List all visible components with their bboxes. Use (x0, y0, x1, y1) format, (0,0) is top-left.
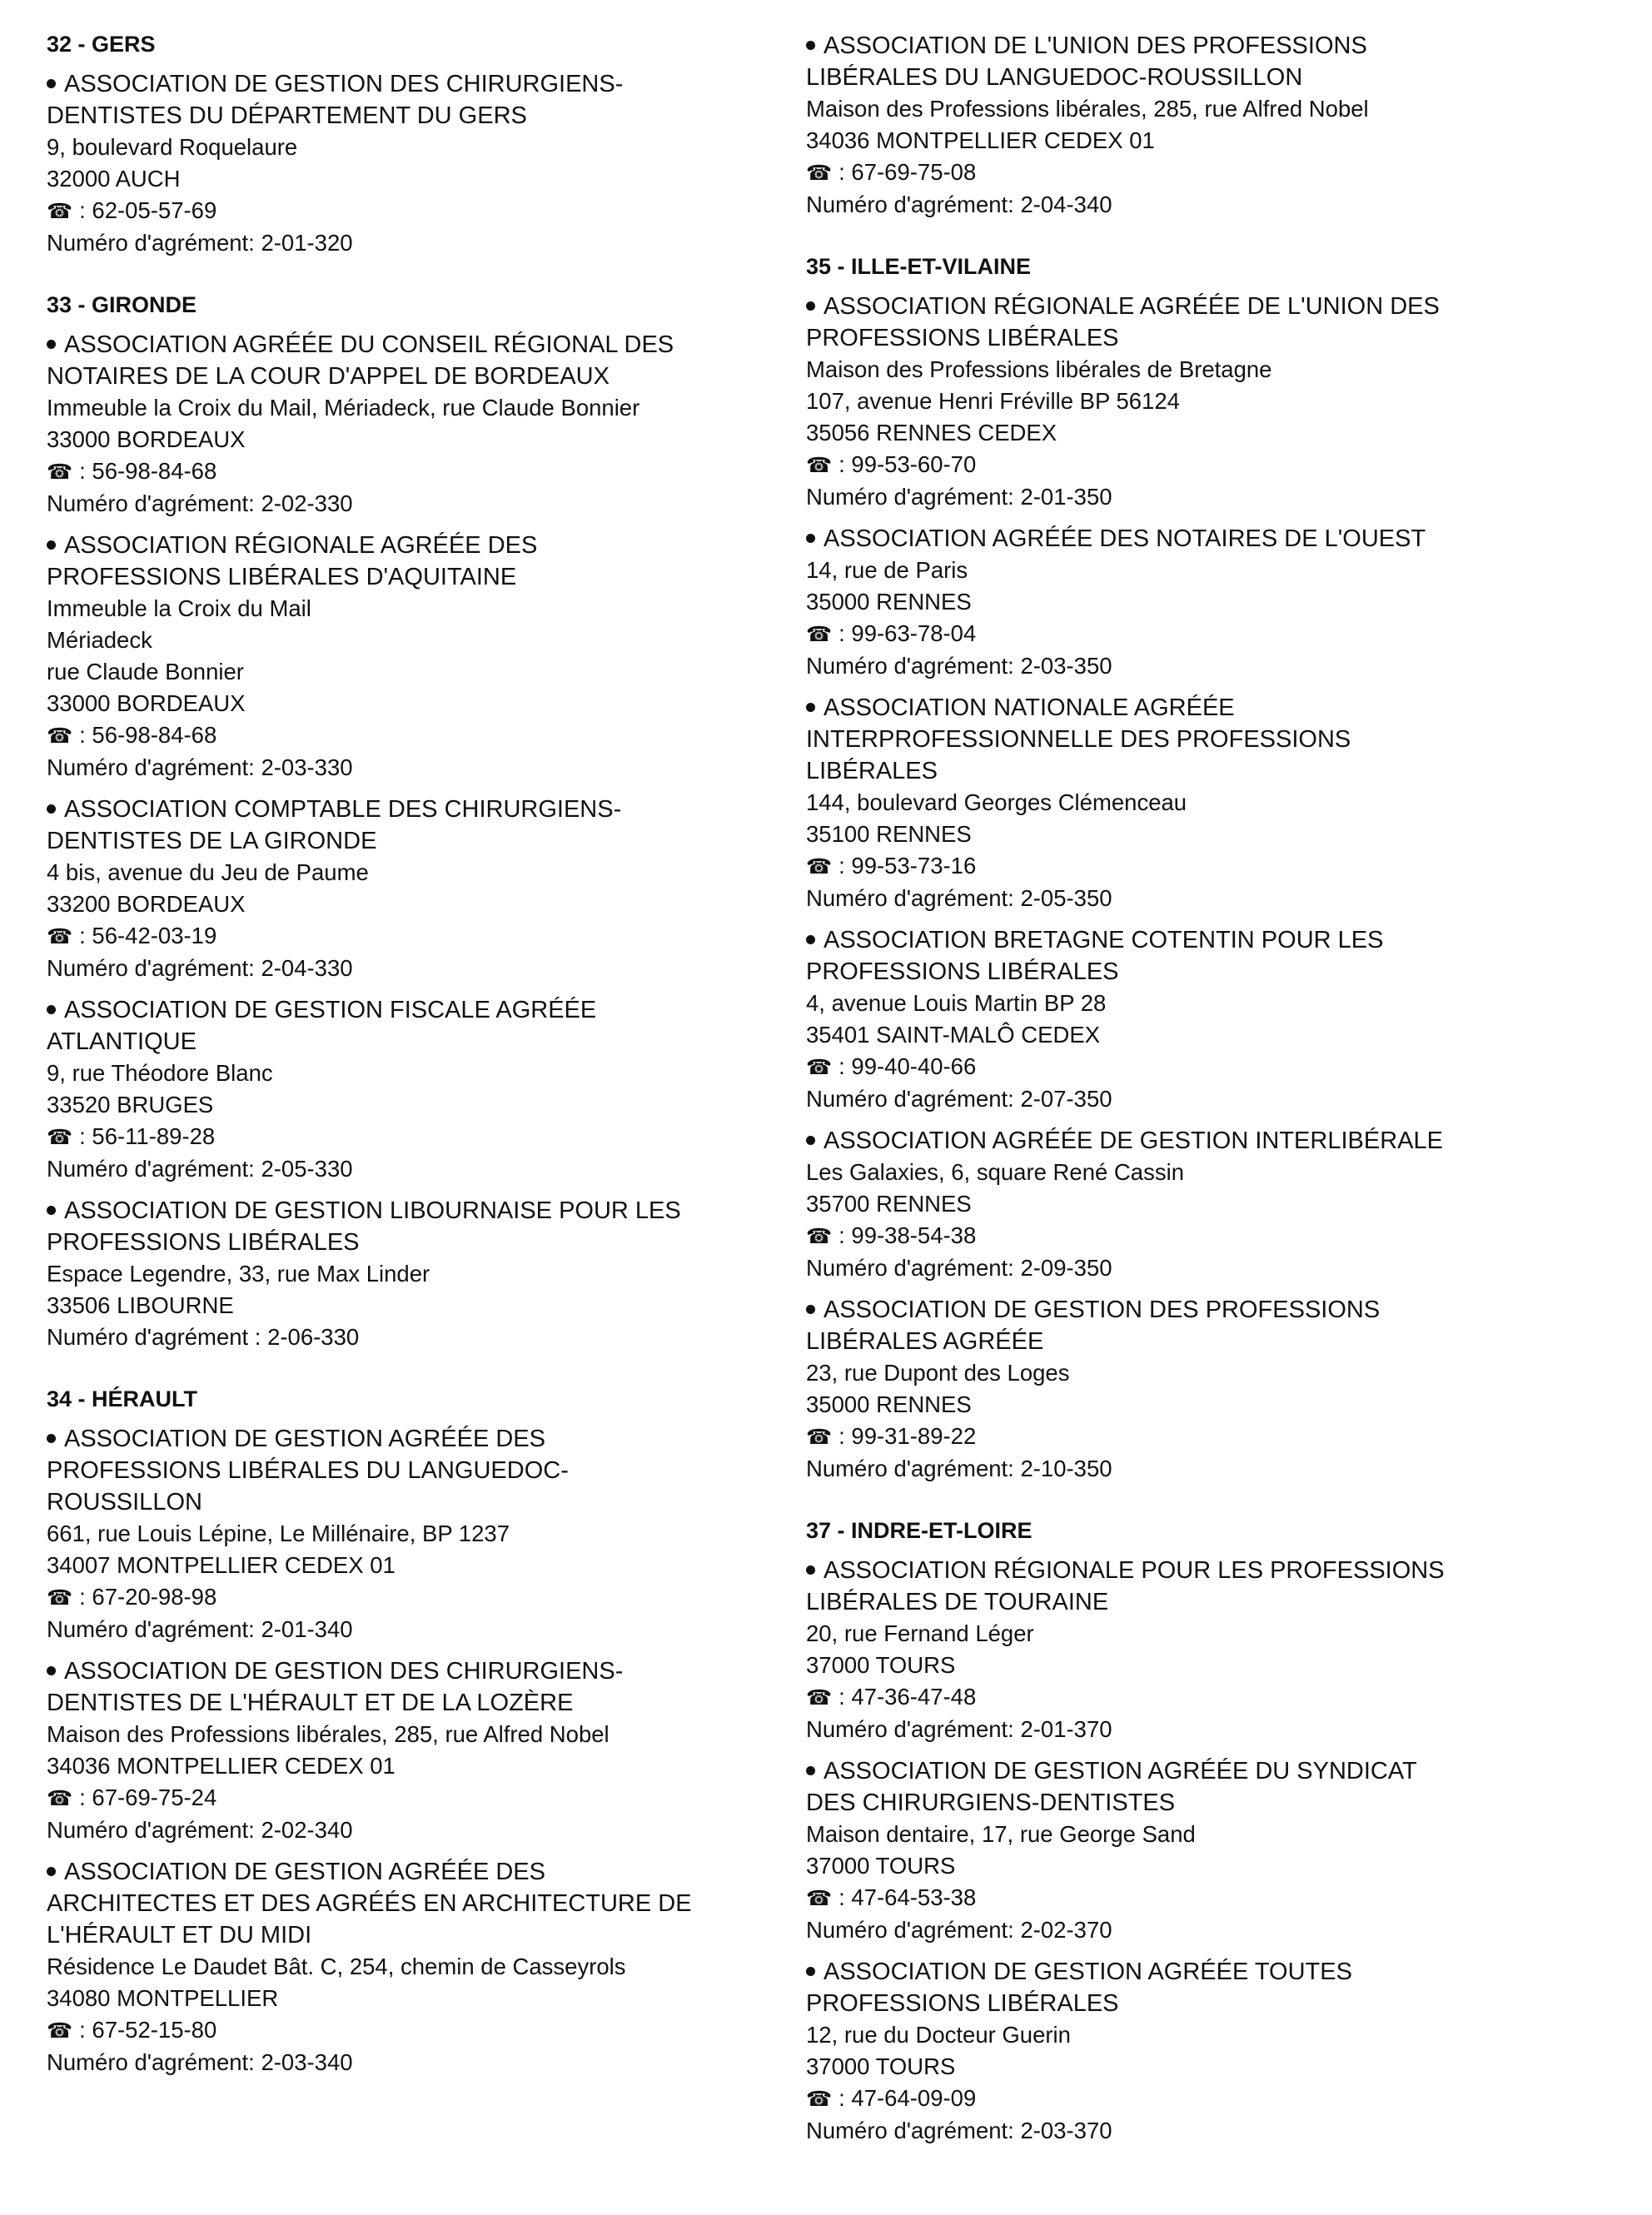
bullet-dot-icon (47, 1206, 56, 1215)
address-line: 12, rue du Docteur Guerin (806, 2022, 1071, 2048)
association-name-line (806, 755, 1539, 787)
department-section (806, 1516, 1539, 2147)
address-line: 37000 TOURS (806, 2053, 956, 2079)
association-name-line (806, 1956, 1539, 1988)
telephone-icon: ☎ (806, 855, 833, 879)
association-name-line (47, 1423, 796, 1455)
address-line: rue Claude Bonnier (47, 659, 244, 684)
association-name-line (47, 68, 796, 100)
association-name-text: PROFESSIONS LIBÉRALES (806, 1990, 1119, 2017)
association-name-text: ASSOCIATION NATIONALE AGRÉÉE (824, 694, 1235, 721)
association-name-line (806, 322, 1539, 354)
department-heading: 35 - ILLE-ET-VILAINE (806, 254, 1032, 279)
address-line: 14, rue de Paris (806, 557, 968, 583)
phone-line (47, 1581, 796, 1614)
association-name-line (806, 692, 1539, 724)
association-name-line (47, 794, 796, 825)
address-line: 23, rue Dupont des Loges (806, 1360, 1070, 1386)
phone-line (806, 1051, 1539, 1083)
address-line: 33200 BORDEAUX (47, 891, 246, 917)
association-entry (806, 1956, 1539, 2147)
association-name-line (47, 1856, 796, 1888)
phone-number: : 99-38-54-38 (838, 1222, 977, 1248)
phone-line (806, 1681, 1539, 1714)
address-line: Maison des Professions libérales de Bretagne (806, 356, 1272, 382)
address-line: 661, rue Louis Lépine, Le Millénaire, BP 1237 (47, 1521, 510, 1546)
agrement-number: Numéro d'agrément: 2-01-350 (806, 484, 1112, 510)
bullet-dot-icon (806, 935, 815, 944)
association-name-line (47, 329, 796, 361)
association-name-line (47, 1195, 796, 1227)
telephone-icon: ☎ (47, 200, 73, 223)
left-column (47, 30, 796, 2110)
address-line: 33000 BORDEAUX (47, 690, 246, 716)
association-name-text: ASSOCIATION RÉGIONALE POUR LES PROFESSIONS (824, 1557, 1445, 1584)
bullet-dot-icon (806, 41, 815, 50)
address-line: 33000 BORDEAUX (47, 426, 246, 452)
bullet-dot-icon (47, 1867, 56, 1876)
bullet-dot-icon (47, 540, 56, 550)
association-name-text: L'HÉRAULT ET DU MIDI (47, 1922, 312, 1949)
association-name-text: PROFESSIONS LIBÉRALES (47, 1229, 360, 1256)
address-line: 33506 LIBOURNE (47, 1292, 234, 1318)
phone-line (47, 719, 796, 752)
address-line: 33520 BRUGES (47, 1092, 214, 1117)
association-entry (806, 924, 1539, 1115)
phone-number: : 47-64-09-09 (838, 2085, 977, 2111)
association-name-line (47, 100, 796, 132)
association-name-line (47, 1227, 796, 1258)
telephone-icon: ☎ (806, 623, 833, 646)
telephone-icon: ☎ (47, 1787, 73, 1810)
association-name-line (806, 523, 1539, 555)
association-name-line (47, 361, 796, 392)
agrement-number: Numéro d'agrément: 2-04-340 (806, 192, 1112, 217)
association-entry (47, 530, 796, 784)
association-name-text: ASSOCIATION RÉGIONALE AGRÉÉE DES (64, 532, 538, 559)
telephone-icon: ☎ (47, 724, 73, 748)
association-name-text: LIBÉRALES DU LANGUEDOC-ROUSSILLON (806, 64, 1303, 91)
address-line: 35000 RENNES (806, 1391, 972, 1417)
agrement-number: Numéro d'agrément: 2-09-350 (806, 1255, 1112, 1281)
agrement-number: Numéro d'agrément: 2-02-330 (47, 490, 353, 516)
phone-number: : 99-40-40-66 (838, 1053, 977, 1079)
association-name-text: PROFESSIONS LIBÉRALES D'AQUITAINE (47, 564, 517, 590)
right-column (806, 30, 1539, 2178)
association-name-line (806, 1555, 1539, 1586)
agrement-number: Numéro d'agrément: 2-07-350 (806, 1086, 1112, 1112)
association-name-text: ASSOCIATION DE GESTION AGRÉÉE DES (64, 1859, 545, 1885)
phone-number: : 99-53-60-70 (838, 451, 977, 477)
association-entry (47, 1856, 796, 2078)
association-name-line (806, 1787, 1539, 1819)
telephone-icon: ☎ (806, 162, 833, 185)
bullet-dot-icon (806, 301, 815, 311)
association-name-line (806, 1294, 1539, 1326)
association-name-text: PROFESSIONS LIBÉRALES (806, 958, 1119, 985)
association-name-line (806, 724, 1539, 755)
association-entry (806, 1294, 1539, 1485)
association-name-text: LIBÉRALES DE TOURAINE (806, 1589, 1109, 1615)
association-entry (806, 1125, 1539, 1284)
association-entry (806, 692, 1539, 914)
phone-number: : 67-20-98-98 (79, 1584, 217, 1610)
address-line: 35700 RENNES (806, 1191, 972, 1217)
phone-line (806, 157, 1539, 189)
address-line: Maison des Professions libérales, 285, rue Alfred Nobel (47, 1721, 610, 1747)
bullet-dot-icon (47, 1434, 56, 1443)
phone-line (47, 1121, 796, 1153)
telephone-icon: ☎ (806, 454, 833, 477)
telephone-icon: ☎ (806, 1887, 833, 1910)
association-name-line (806, 1326, 1539, 1357)
address-line: Immeuble la Croix du Mail, Mériadeck, rue Claude Bonnier (47, 395, 640, 421)
association-name-text: ASSOCIATION AGRÉÉE DES NOTAIRES DE L'OUEST (824, 525, 1426, 552)
address-line: Les Galaxies, 6, square René Cassin (806, 1159, 1184, 1185)
agrement-number: Numéro d'agrément: 2-04-330 (47, 955, 353, 981)
agrement-number: Numéro d'agrément: 2-03-370 (806, 2118, 1112, 2143)
department-section (806, 30, 1539, 221)
phone-number: : 56-11-89-28 (79, 1123, 216, 1149)
address-line: 34080 MONTPELLIER (47, 1985, 279, 2011)
association-entry (806, 1755, 1539, 1946)
association-name-text: ASSOCIATION DE GESTION LIBOURNAISE POUR LES (64, 1197, 681, 1224)
association-entry (47, 329, 796, 520)
association-name-line (806, 1988, 1539, 2019)
association-name-line (806, 30, 1539, 62)
association-name-line (806, 956, 1539, 988)
association-name-text: ROUSSILLON (47, 1489, 202, 1516)
association-entry (806, 30, 1539, 221)
association-entry (806, 291, 1539, 513)
telephone-icon: ☎ (806, 1426, 833, 1449)
phone-number: : 99-31-89-22 (838, 1423, 977, 1449)
agrement-number: Numéro d'agrément: 2-10-350 (806, 1456, 1112, 1481)
address-line: 9, boulevard Roquelaure (47, 134, 298, 160)
association-name-line (806, 1586, 1539, 1618)
phone-number: : 47-64-53-38 (838, 1884, 977, 1910)
association-name-text: DES CHIRURGIENS-DENTISTES (806, 1789, 1176, 1816)
telephone-icon: ☎ (47, 460, 73, 484)
association-entry (47, 1655, 796, 1846)
association-name-line (806, 924, 1539, 956)
department-section (47, 30, 796, 259)
address-line: Immeuble la Croix du Mail (47, 595, 311, 621)
phone-number: : 56-98-84-68 (79, 722, 217, 748)
telephone-icon: ☎ (806, 1056, 833, 1079)
association-name-line (47, 1486, 796, 1518)
department-heading: 33 - GIRONDE (47, 292, 197, 317)
agrement-number: Numéro d'agrément: 2-03-350 (806, 653, 1112, 679)
bullet-dot-icon (806, 1565, 815, 1575)
association-name-line (47, 1655, 796, 1687)
association-name-text: ASSOCIATION DE GESTION DES CHIRURGIENS- (64, 1658, 624, 1685)
association-entry (47, 1423, 796, 1645)
telephone-icon: ☎ (806, 2088, 833, 2111)
phone-line (806, 1882, 1539, 1914)
association-name-line (806, 62, 1539, 93)
bullet-dot-icon (47, 79, 56, 88)
association-name-text: ARCHITECTES ET DES AGRÉÉS EN ARCHITECTURE DE (47, 1890, 692, 1917)
agrement-number: Numéro d'agrément: 2-02-370 (806, 1917, 1112, 1943)
agrement-number: Numéro d'agrément: 2-01-320 (47, 230, 353, 256)
agrement-number: Numéro d'agrément: 2-01-340 (47, 1616, 353, 1642)
address-line: 34036 MONTPELLIER CEDEX 01 (806, 127, 1155, 153)
association-name-line (47, 1455, 796, 1486)
association-name-text: PROFESSIONS LIBÉRALES (806, 325, 1119, 351)
association-entry (47, 1195, 796, 1353)
association-name-text: ASSOCIATION DE GESTION AGRÉÉE DES (64, 1426, 545, 1452)
association-name-text: DENTISTES DU DÉPARTEMENT DU GERS (47, 102, 527, 129)
association-name-line (47, 1687, 796, 1719)
department-section (806, 252, 1539, 1485)
address-line: Espace Legendre, 33, rue Max Linder (47, 1261, 430, 1287)
telephone-icon: ☎ (47, 1126, 73, 1149)
address-line: Maison dentaire, 17, rue George Sand (806, 1821, 1196, 1847)
phone-number: : 67-52-15-80 (79, 2017, 217, 2043)
department-section (47, 291, 796, 1353)
association-name-text: LIBÉRALES (806, 758, 938, 784)
association-entry (806, 523, 1539, 682)
address-line: 35401 SAINT-MALÔ CEDEX (806, 1022, 1101, 1048)
department-heading: 37 - INDRE-ET-LOIRE (806, 1518, 1032, 1543)
association-name-line (47, 561, 796, 593)
bullet-dot-icon (806, 1967, 815, 1976)
agrement-number: Numéro d'agrément : 2-06-330 (47, 1324, 360, 1350)
address-line: 34007 MONTPELLIER CEDEX 01 (47, 1552, 396, 1578)
telephone-icon: ☎ (47, 2019, 73, 2043)
phone-number: : 56-42-03-19 (79, 923, 217, 948)
phone-line (806, 850, 1539, 883)
bullet-dot-icon (47, 340, 56, 349)
phone-line (47, 1782, 796, 1814)
agrement-number: Numéro d'agrément: 2-02-340 (47, 1817, 353, 1843)
association-name-text: ASSOCIATION DE L'UNION DES PROFESSIONS (824, 32, 1367, 59)
association-name-text: ASSOCIATION COMPTABLE DES CHIRURGIENS- (64, 796, 622, 823)
phone-line (806, 1220, 1539, 1252)
association-name-text: ASSOCIATION DE GESTION DES CHIRURGIENS- (64, 71, 624, 97)
address-line: 144, boulevard Georges Clémenceau (806, 789, 1187, 815)
agrement-number: Numéro d'agrément: 2-05-350 (806, 885, 1112, 911)
association-name-text: ASSOCIATION DE GESTION FISCALE AGRÉÉE (64, 997, 597, 1023)
association-entry (806, 1555, 1539, 1745)
phone-number: : 56-98-84-68 (79, 458, 217, 484)
phone-number: : 67-69-75-08 (838, 159, 977, 185)
association-name-line (47, 825, 796, 857)
telephone-icon: ☎ (806, 1225, 833, 1248)
association-name-text: ASSOCIATION DE GESTION AGRÉÉE TOUTES (824, 1959, 1352, 1985)
address-line: 35100 RENNES (806, 821, 972, 847)
phone-line (47, 2014, 796, 2047)
association-entry (47, 68, 796, 259)
association-name-text: LIBÉRALES AGRÉÉE (806, 1328, 1044, 1355)
address-line: 35056 RENNES CEDEX (806, 420, 1057, 445)
phone-line (806, 1421, 1539, 1453)
association-name-text: PROFESSIONS LIBÉRALES DU LANGUEDOC- (47, 1457, 569, 1484)
association-name-line (47, 1026, 796, 1058)
bullet-dot-icon (806, 1136, 815, 1145)
telephone-icon: ☎ (47, 925, 73, 948)
association-name-text: ATLANTIQUE (47, 1028, 197, 1055)
association-entry (47, 794, 796, 984)
address-line: 4, avenue Louis Martin BP 28 (806, 990, 1107, 1016)
phone-number: : 62-05-57-69 (79, 197, 217, 223)
association-name-line (806, 291, 1539, 322)
address-line: 35000 RENNES (806, 589, 972, 615)
address-line: Maison des Professions libérales, 285, rue Alfred Nobel (806, 96, 1369, 122)
phone-line (806, 449, 1539, 481)
bullet-dot-icon (806, 534, 815, 543)
telephone-icon: ☎ (47, 1586, 73, 1610)
association-name-text: INTERPROFESSIONNELLE DES PROFESSIONS (806, 726, 1351, 753)
address-line: 20, rue Fernand Léger (806, 1620, 1034, 1646)
association-name-line (806, 1125, 1539, 1157)
agrement-number: Numéro d'agrément: 2-05-330 (47, 1156, 353, 1182)
department-heading: 34 - HÉRAULT (47, 1386, 198, 1411)
association-name-line (47, 994, 796, 1026)
address-line: 37000 TOURS (806, 1853, 956, 1879)
phone-number: : 99-63-78-04 (838, 620, 977, 646)
association-name-text: ASSOCIATION BRETAGNE COTENTIN POUR LES (824, 927, 1384, 953)
address-line: 107, avenue Henri Fréville BP 56124 (806, 388, 1180, 414)
telephone-icon: ☎ (806, 1686, 833, 1710)
association-name-line (47, 1919, 796, 1951)
address-line: 32000 AUCH (47, 166, 181, 192)
bullet-dot-icon (47, 804, 56, 814)
association-name-text: ASSOCIATION DE GESTION DES PROFESSIONS (824, 1297, 1381, 1323)
phone-line (47, 455, 796, 488)
association-name-line (47, 1888, 796, 1919)
phone-number: : 67-69-75-24 (79, 1784, 217, 1810)
association-name-text: ASSOCIATION DE GESTION AGRÉÉE DU SYNDICAT (824, 1758, 1417, 1784)
bullet-dot-icon (806, 1305, 815, 1314)
association-name-line (47, 530, 796, 561)
address-line: 4 bis, avenue du Jeu de Paume (47, 859, 369, 885)
phone-line (806, 618, 1539, 650)
bullet-dot-icon (47, 1666, 56, 1675)
association-name-text: DENTISTES DE LA GIRONDE (47, 828, 377, 854)
address-line: Mériadeck (47, 627, 152, 653)
association-name-text: NOTAIRES DE LA COUR D'APPEL DE BORDEAUX (47, 363, 610, 390)
phone-number: : 47-36-47-48 (838, 1684, 977, 1710)
association-name-text: ASSOCIATION RÉGIONALE AGRÉÉE DE L'UNION DES (824, 293, 1440, 320)
phone-line (47, 195, 796, 227)
department-section (47, 1385, 796, 2078)
association-name-line (806, 1755, 1539, 1787)
agrement-number: Numéro d'agrément: 2-03-340 (47, 2049, 353, 2075)
address-line: 9, rue Théodore Blanc (47, 1060, 273, 1086)
bullet-dot-icon (47, 1005, 56, 1014)
bullet-dot-icon (806, 1766, 815, 1775)
address-line: 34036 MONTPELLIER CEDEX 01 (47, 1753, 396, 1779)
phone-line (47, 920, 796, 953)
association-entry (47, 994, 796, 1185)
address-line: 37000 TOURS (806, 1652, 956, 1678)
agrement-number: Numéro d'agrément: 2-03-330 (47, 754, 353, 780)
department-heading: 32 - GERS (47, 32, 156, 57)
association-name-text: ASSOCIATION AGRÉÉE DU CONSEIL RÉGIONAL DES (64, 331, 674, 358)
phone-number: : 99-53-73-16 (838, 853, 977, 879)
association-name-text: DENTISTES DE L'HÉRAULT ET DE LA LOZÈRE (47, 1690, 574, 1716)
address-line: Résidence Le Daudet Bât. C, 254, chemin de Casseyrols (47, 1954, 626, 1979)
association-name-text: ASSOCIATION AGRÉÉE DE GESTION INTERLIBÉRALE (824, 1127, 1443, 1154)
agrement-number: Numéro d'agrément: 2-01-370 (806, 1716, 1112, 1742)
bullet-dot-icon (806, 703, 815, 712)
phone-line (806, 2083, 1539, 2115)
